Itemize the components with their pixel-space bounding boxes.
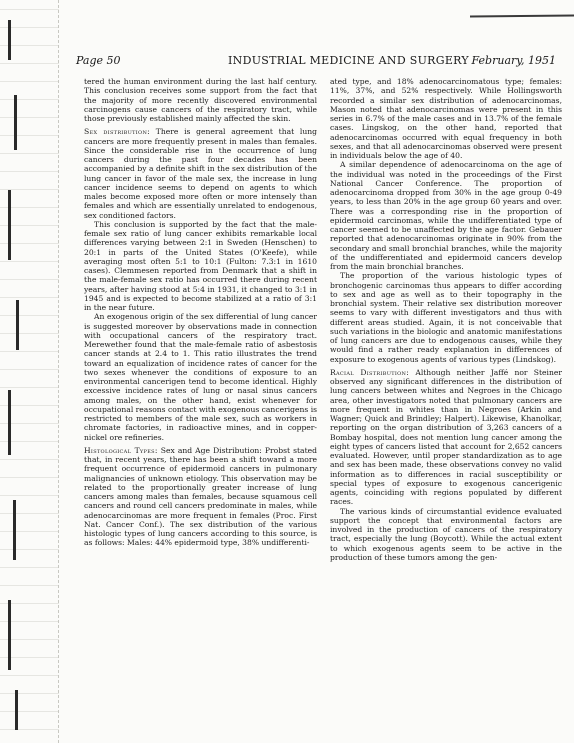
- journal-title: INDUSTRIAL MEDICINE AND SURGERY: [228, 54, 469, 67]
- section-heading: Histological Types:: [84, 445, 158, 455]
- right-column: [330, 77, 562, 737]
- paragraph: An exogenous origin of the sex differential of lung cancer is suggested moreover by observations made in connection with occupational cancers of the respiratory tract. Merewether found that the male-female ratio of asbestosis cancer stands at 2.4 to 1. This ratio illustrates the trend toward an equalization of incidence rates of cancer for the two sexes whenever the conditions of exposure to an environmental cancerigen tend to become identical. Highly excessive incidence rates of lung or nasal sinus cancers among males, on the other hand, exist whenever for occupational reasons contact with exogenous cancerigens is restricted to members of the male sex, such as workers in chromate factories, in radioactive mines, and in copper-nickel ore refineries.: [84, 312, 317, 442]
- scan-mark: [8, 600, 11, 670]
- section-heading: Sex distribution:: [84, 127, 150, 137]
- paragraph-text: Sex and Age Distribution: Probst stated that, in recent years, there has been a shift toward a more frequent occurrence of epidermoid cancers in pulmonary malignancies of unknown etiology. This observation may be related to the proportionally greater increase of lung cancers among males than females, because squamous cell cancers and round cell cancers predominate in males, while adenocarcinomas are more frequent in females (Proc. First Nat. Cancer Conf.). The sex distribution of the various histologic types of lung cancers according to this source, is as follows: Males: 44% epidermoid type, 38% undifferenti-: [84, 445, 317, 548]
- paragraph: tered the human environment during the last half century. This conclusion receives some support from the fact that the majority of more recently discovered environmental carcinogens cause cancers of the respiratory tract, while those previously established mainly affected the skin.: [84, 77, 317, 123]
- scan-mark: [8, 20, 11, 60]
- scan-mark: [8, 390, 11, 455]
- page-number: Page 50: [76, 54, 121, 67]
- paragraph: [84, 446, 317, 548]
- section-heading: Racial Distribution:: [330, 367, 410, 377]
- issue-date: February, 1951: [471, 54, 556, 67]
- scan-mark: [15, 690, 18, 730]
- paragraph: The proportion of the various histologic types of bronchogenic carcinomas thus appears to differ according to sex and age as well as to their topography in the bronchial system. Their relative sex distribution moreover seems to vary with different investigators and thus with different areas studied. Again, it is not conceivable that such variations in the biologic and anatomic manifestations of lung cancers are due to endogenous causes, while they would find a rather ready explanation in differences of exposure to exogenous agents of various types (Lindskog).: [330, 271, 562, 364]
- top-rule: [470, 14, 574, 17]
- paragraph: A similar dependence of adenocarcinoma on the age of the individual was noted in the proceedings of the First National Cancer Conference. The proportion of adenocarcinoma dropped from 30% in the age group 0-49 years, to less than 20% in the age group 60 years and over. There was a corresponding rise in the proportion of epidermoid carcinomas, while the undifferentiated type of cancer seemed to be unaffected by the age factor. Gebauer reported that adenocarcinomas originate in 90% from the secondary and small bronchial branches, while the majority of the undifferentiated and epidermoid cancers develop from the main bronchial branches.: [330, 160, 562, 271]
- scan-mark: [14, 95, 17, 150]
- page-header: [76, 54, 556, 72]
- paragraph-text: There is general agreement that lung cancers are more frequently present in males than females. Since the considerable rise in the occurrence of lung cancers during the past four decades has been accompanied by a definite shift in the sex distribution of the lung cancer in favor of the male sex, the increase in lung cancer incidence seems to depend on agents to which males become exposed more often or more intensely than females and which are essentially unrelated to endogenous, sex conditioned factors.: [84, 127, 317, 220]
- scan-edge: [0, 0, 59, 743]
- paragraph: ated type, and 18% adenocarcinomatous type; females: 11%, 37%, and 52% respectively. While Hollingsworth recorded a similar sex distribution of adenocarcinomas, Mason noted that adenocarcinomas were present in this series in 6.7% of the male cases and in 13.7% of the female cases. Lingskog, on the other hand, reported that adenocarcinomas occurred with equal frequency in both sexes, and that all adenocarcinomas observed were present in individuals below the age of 40.: [330, 77, 562, 160]
- paragraph-text: Although neither Jaffé nor Steiner observed any significant differences in the distribution of lung cancers between whites and Negroes in the Chicago area, other investigators noted that pulmonary cancers are more frequent in whites than in Negroes (Arkin and Wagner; Quick and Brindley; Halpert). Likewise, Khanolkar, reporting on the organ distribution of 3,263 cancers of a Bombay hospital, does not mention lung cancer among the eight types of cancers listed that account for 2,652 cancers evaluated. However, until proper standardization as to age and sex has been made, these observations convey no valid information as to differences in racial susceptibility or special types of exposure to exogenous cancerigenic agents, coinciding with regions populated by different races.: [330, 367, 562, 507]
- scan-mark: [8, 190, 11, 260]
- paragraph: [330, 368, 562, 507]
- paragraph: [84, 127, 317, 220]
- paragraph: The various kinds of circumstantial evidence evaluated support the concept that environmental factors are involved in the production of cancers of the respiratory tract, especially the lung (Boycott). While the actual extent to which exogenous agents seem to be active in the production of these tumors among the gen-: [330, 506, 562, 562]
- scan-mark: [16, 300, 19, 350]
- paragraph: This conclusion is supported by the fact that the male-female sex ratio of lung cancer exhibits remarkable local differences varying between 2:1 in Sweden (Henschen) to 20:1 in parts of the United States (O'Keefe), while averaging most often 5:1 to 10:1 (Fulton: 7.3:1 in 1610 cases). Clemmesen reported from Denmark that a shift in the male-female sex ratio has occurred there during recent years, after having stood at 5:4 in 1931, it changed to 3:1 in 1945 and is expected to become stabilized at a ratio of 3:1 in the near future.: [84, 219, 317, 312]
- left-column: [84, 77, 317, 737]
- scan-mark: [13, 500, 16, 560]
